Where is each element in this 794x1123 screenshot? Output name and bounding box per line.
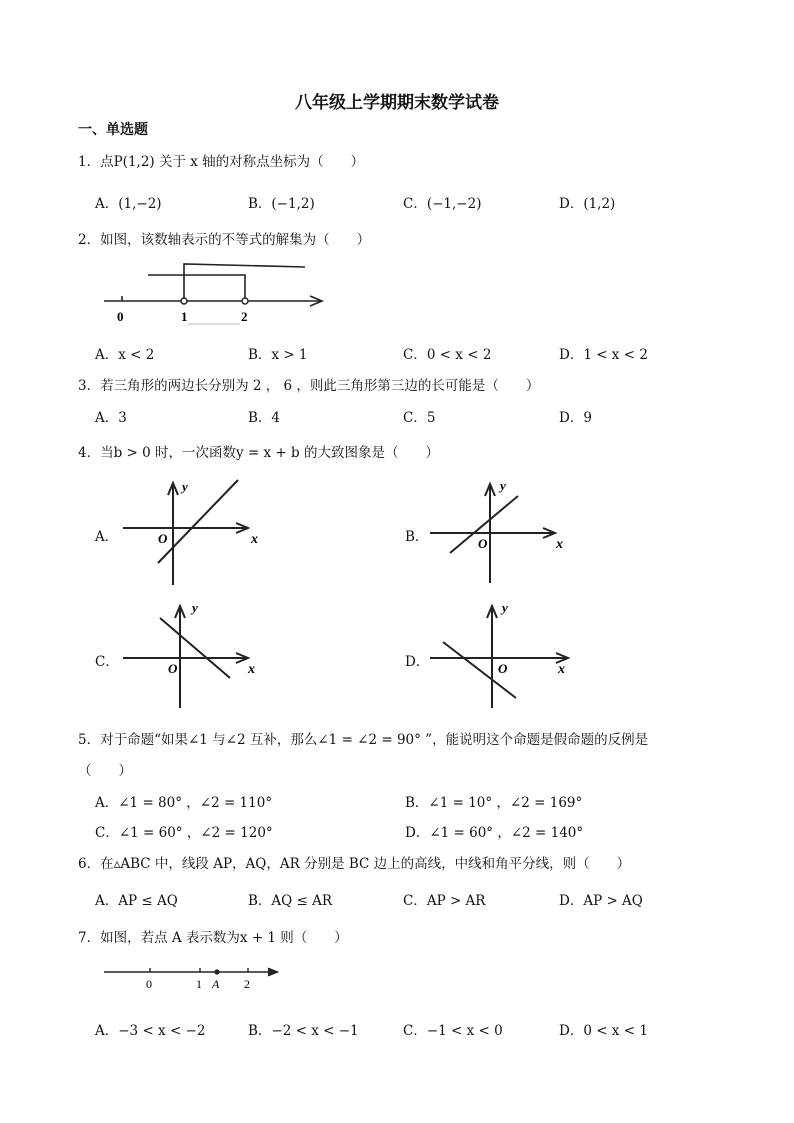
section-heading: 一、单选题	[78, 122, 148, 138]
graph-d-origin-label: O	[498, 661, 508, 676]
question-4-stem: 4．当b > 0 时，一次函数y = x + b 的大致图象是（ ）	[78, 445, 439, 461]
question-1-option-c[interactable]: C．(−1,−2)	[403, 196, 482, 212]
question-2-stem: 2．如图，该数轴表示的不等式的解集为（ ）	[78, 232, 371, 248]
question-4-graph-d	[428, 600, 578, 712]
question-4-option-c[interactable]: C．	[95, 654, 119, 670]
question-1-option-a[interactable]: A．(1,−2)	[95, 196, 162, 212]
graph-b-origin-label: O	[478, 536, 488, 551]
question-4-graph-a	[118, 475, 268, 590]
graph-a-origin-label: O	[158, 531, 168, 546]
question-6-option-d[interactable]: D．AP > AQ	[559, 893, 643, 909]
q2-tick-label-2: 2	[241, 309, 248, 324]
q7-tick-label-2: 2	[244, 977, 250, 991]
question-4-graph-b	[428, 478, 578, 590]
question-3-option-d[interactable]: D．9	[559, 410, 592, 426]
question-4-option-b[interactable]: B．	[405, 529, 429, 545]
question-3-option-c[interactable]: C．5	[403, 410, 436, 426]
question-2-option-d[interactable]: D．1 < x < 2	[559, 347, 648, 363]
graph-c-x-label: x	[248, 662, 255, 677]
question-4-option-a[interactable]: A．	[95, 529, 119, 545]
question-6-option-c[interactable]: C．AP > AR	[403, 893, 486, 909]
question-1-option-d[interactable]: D．(1,2)	[559, 196, 616, 212]
question-3-option-a[interactable]: A．3	[95, 410, 127, 426]
graph-a-y-label: y	[182, 479, 188, 494]
question-6-option-b[interactable]: B．AQ ≤ AR	[248, 893, 333, 909]
graph-d-x-label: x	[558, 662, 565, 677]
graph-a-x-label: x	[251, 532, 258, 547]
q2-tick-label-0: 0	[117, 309, 124, 324]
question-7-stem: 7．如图，若点 A 表示数为x + 1 则（ ）	[78, 930, 348, 946]
question-7-option-b[interactable]: B．−2 < x < −1	[248, 1023, 359, 1039]
question-7-option-a[interactable]: A．−3 < x < −2	[95, 1023, 206, 1039]
question-1-option-b[interactable]: B．(−1,2)	[248, 196, 315, 212]
question-2-number-line	[100, 258, 330, 328]
graph-c-y-label: y	[192, 600, 198, 615]
question-2-option-b[interactable]: B．x > 1	[248, 347, 308, 363]
page-title: 八年级上学期期末数学试卷	[295, 93, 499, 113]
q7-tick-label-0: 0	[146, 977, 152, 991]
graph-c-origin-label: O	[168, 661, 178, 676]
graph-b-x-label: x	[556, 537, 563, 552]
question-5-option-d[interactable]: D．∠1 = 60° ，∠2 = 140°	[405, 825, 584, 841]
question-6-stem: 6．在▵ABC 中，线段 AP，AQ，AR 分别是 BC 边上的高线，中线和角平分线，则（ ）	[78, 856, 631, 872]
question-2-option-a[interactable]: A．x < 2	[95, 347, 155, 363]
question-3-stem: 3．若三角形的两边长分别为 2 ， 6 ，则此三角形第三边的长可能是（ ）	[78, 378, 540, 394]
graph-b-y-label: y	[500, 478, 506, 493]
question-5-option-c[interactable]: C．∠1 = 60° ，∠2 = 120°	[95, 825, 273, 841]
question-7-option-c[interactable]: C．−1 < x < 0	[403, 1023, 503, 1039]
question-5-stem-continued: （ ）	[78, 763, 132, 779]
graph-d-y-label: y	[502, 600, 508, 615]
question-6-option-a[interactable]: A．AP ≤ AQ	[95, 893, 178, 909]
q7-point-a-label: A	[212, 977, 220, 991]
question-4-graph-c	[118, 600, 268, 712]
question-5-option-a[interactable]: A．∠1 = 80° ，∠2 = 110°	[95, 795, 273, 811]
question-5-stem: 5．对于命题“如果∠1 与∠2 互补，那么∠1 = ∠2 = 90° ”，能说明这个命题是假命题的反例是	[78, 732, 649, 748]
question-5-option-b[interactable]: B．∠1 = 10° ，∠2 = 169°	[405, 795, 583, 811]
question-7-number-line	[100, 960, 290, 994]
question-7-option-d[interactable]: D．0 < x < 1	[559, 1023, 648, 1039]
q7-tick-label-1: 1	[196, 977, 202, 991]
q2-tick-label-1: 1	[181, 309, 188, 324]
question-4-option-d[interactable]: D．	[405, 654, 430, 670]
question-3-option-b[interactable]: B．4	[248, 410, 281, 426]
question-1-stem: 1．点P(1,2) 关于 x 轴的对称点坐标为（ ）	[78, 154, 365, 170]
question-2-option-c[interactable]: C．0 < x < 2	[403, 347, 492, 363]
